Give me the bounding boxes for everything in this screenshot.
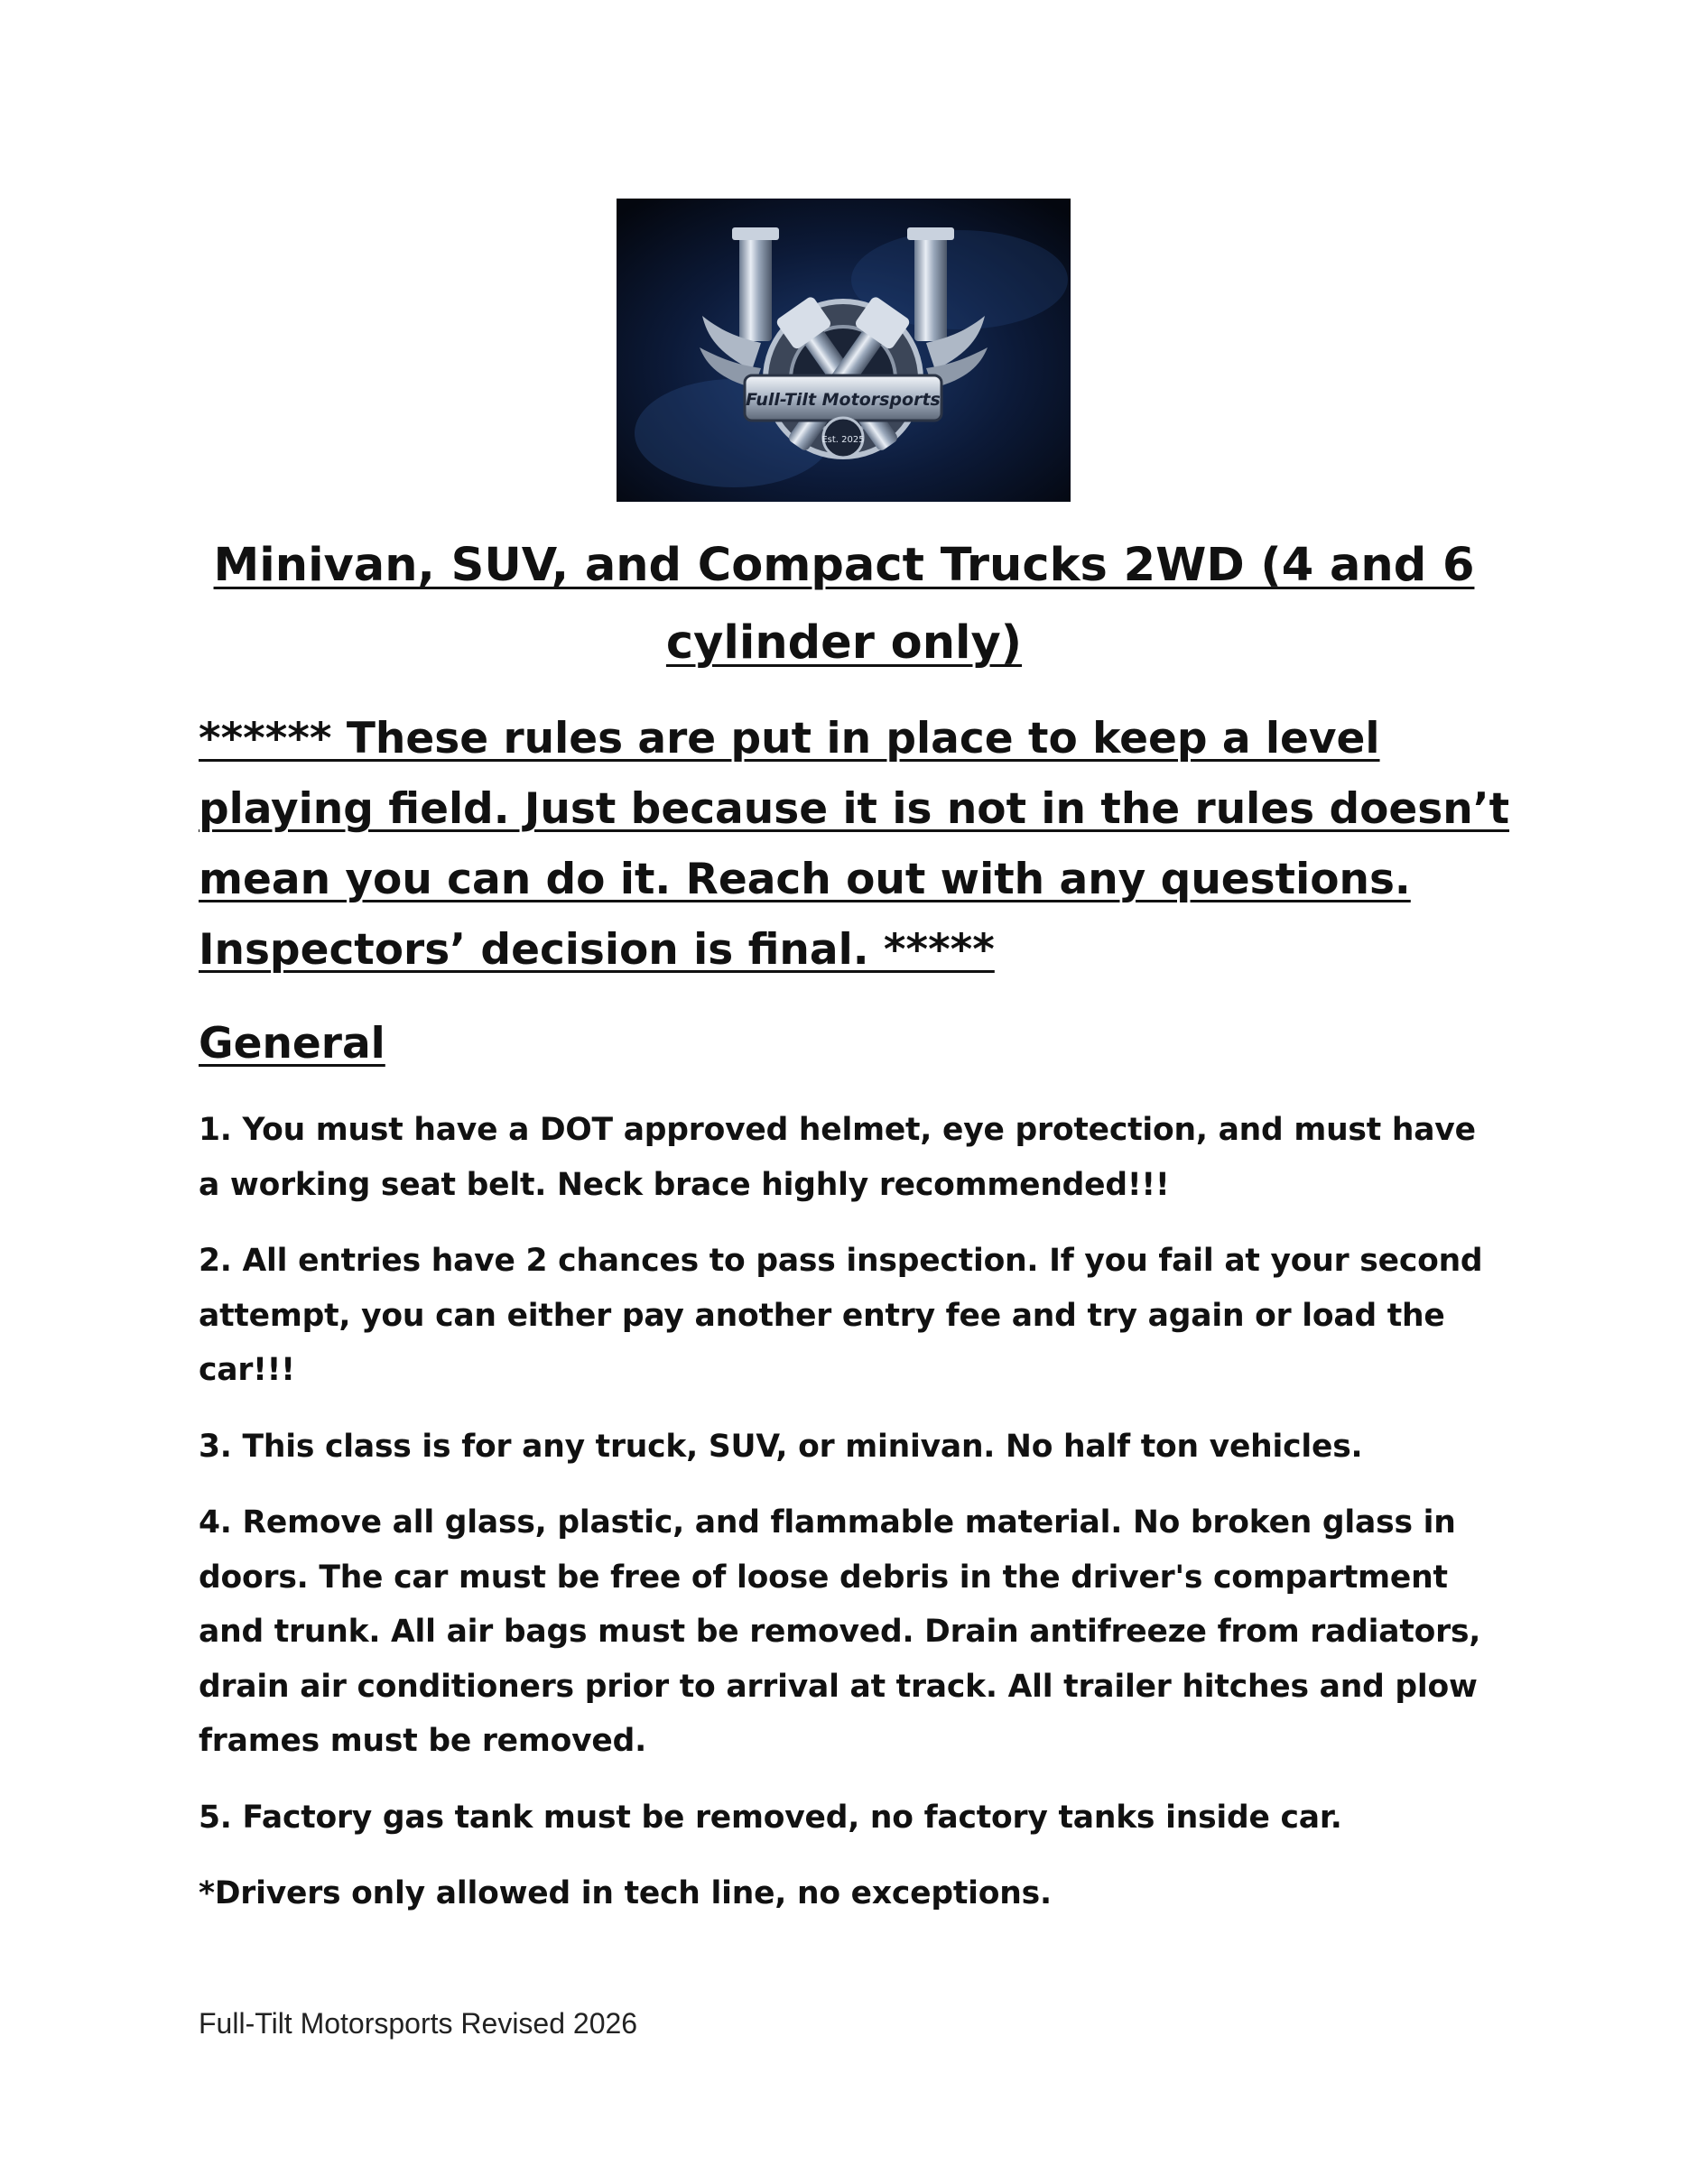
section-heading-general: General [199,1019,385,1069]
rule-item: *Drivers only allowed in tech line, no exceptions. [199,1875,1052,1911]
rule-item: 2. All entries have 2 chances to pass inspection. If you fail at your second attempt, you can either pay another entry fee and try again or load the car!!! [199,1243,1483,1388]
rules-notice: ****** These rules are put in place to keep a level playing field. Just because it is not in the rules doesn’t mean you can do it. Reach out with any questions. Inspectors’ decision is final. ***** [199,714,1510,975]
logo-est-text: Est. 2025 [821,435,865,445]
general-rules-list [199,1103,1498,1943]
rule-item: 3. This class is for any truck, SUV, or minivan. No half ton vehicles. [199,1428,1363,1465]
rule-item: 4. Remove all glass, plastic, and flammable material. No broken glass in doors. The car must be free of loose debris in the driver's compartment and trunk. All air bags must be removed. Drain antifreeze from radiators, drain air conditioners prior to arrival at track. All trailer hitches and plow frames must be removed. [199,1504,1481,1759]
footer-revision: Full-Tilt Motorsports Revised 2026 [199,2007,638,2040]
full-tilt-motorsports-logo [617,199,1071,502]
page-title: Minivan, SUV, and Compact Trucks 2WD (4 and 6 cylinder only) [213,539,1475,670]
rule-item: 5. Factory gas tank must be removed, no factory tanks inside car. [199,1799,1342,1836]
rule-item: 1. You must have a DOT approved helmet, eye protection, and must have a working seat belt. Neck brace highly recommended!!! [199,1112,1476,1203]
logo-badge-text: Full-Tilt Motorsports [746,390,941,410]
